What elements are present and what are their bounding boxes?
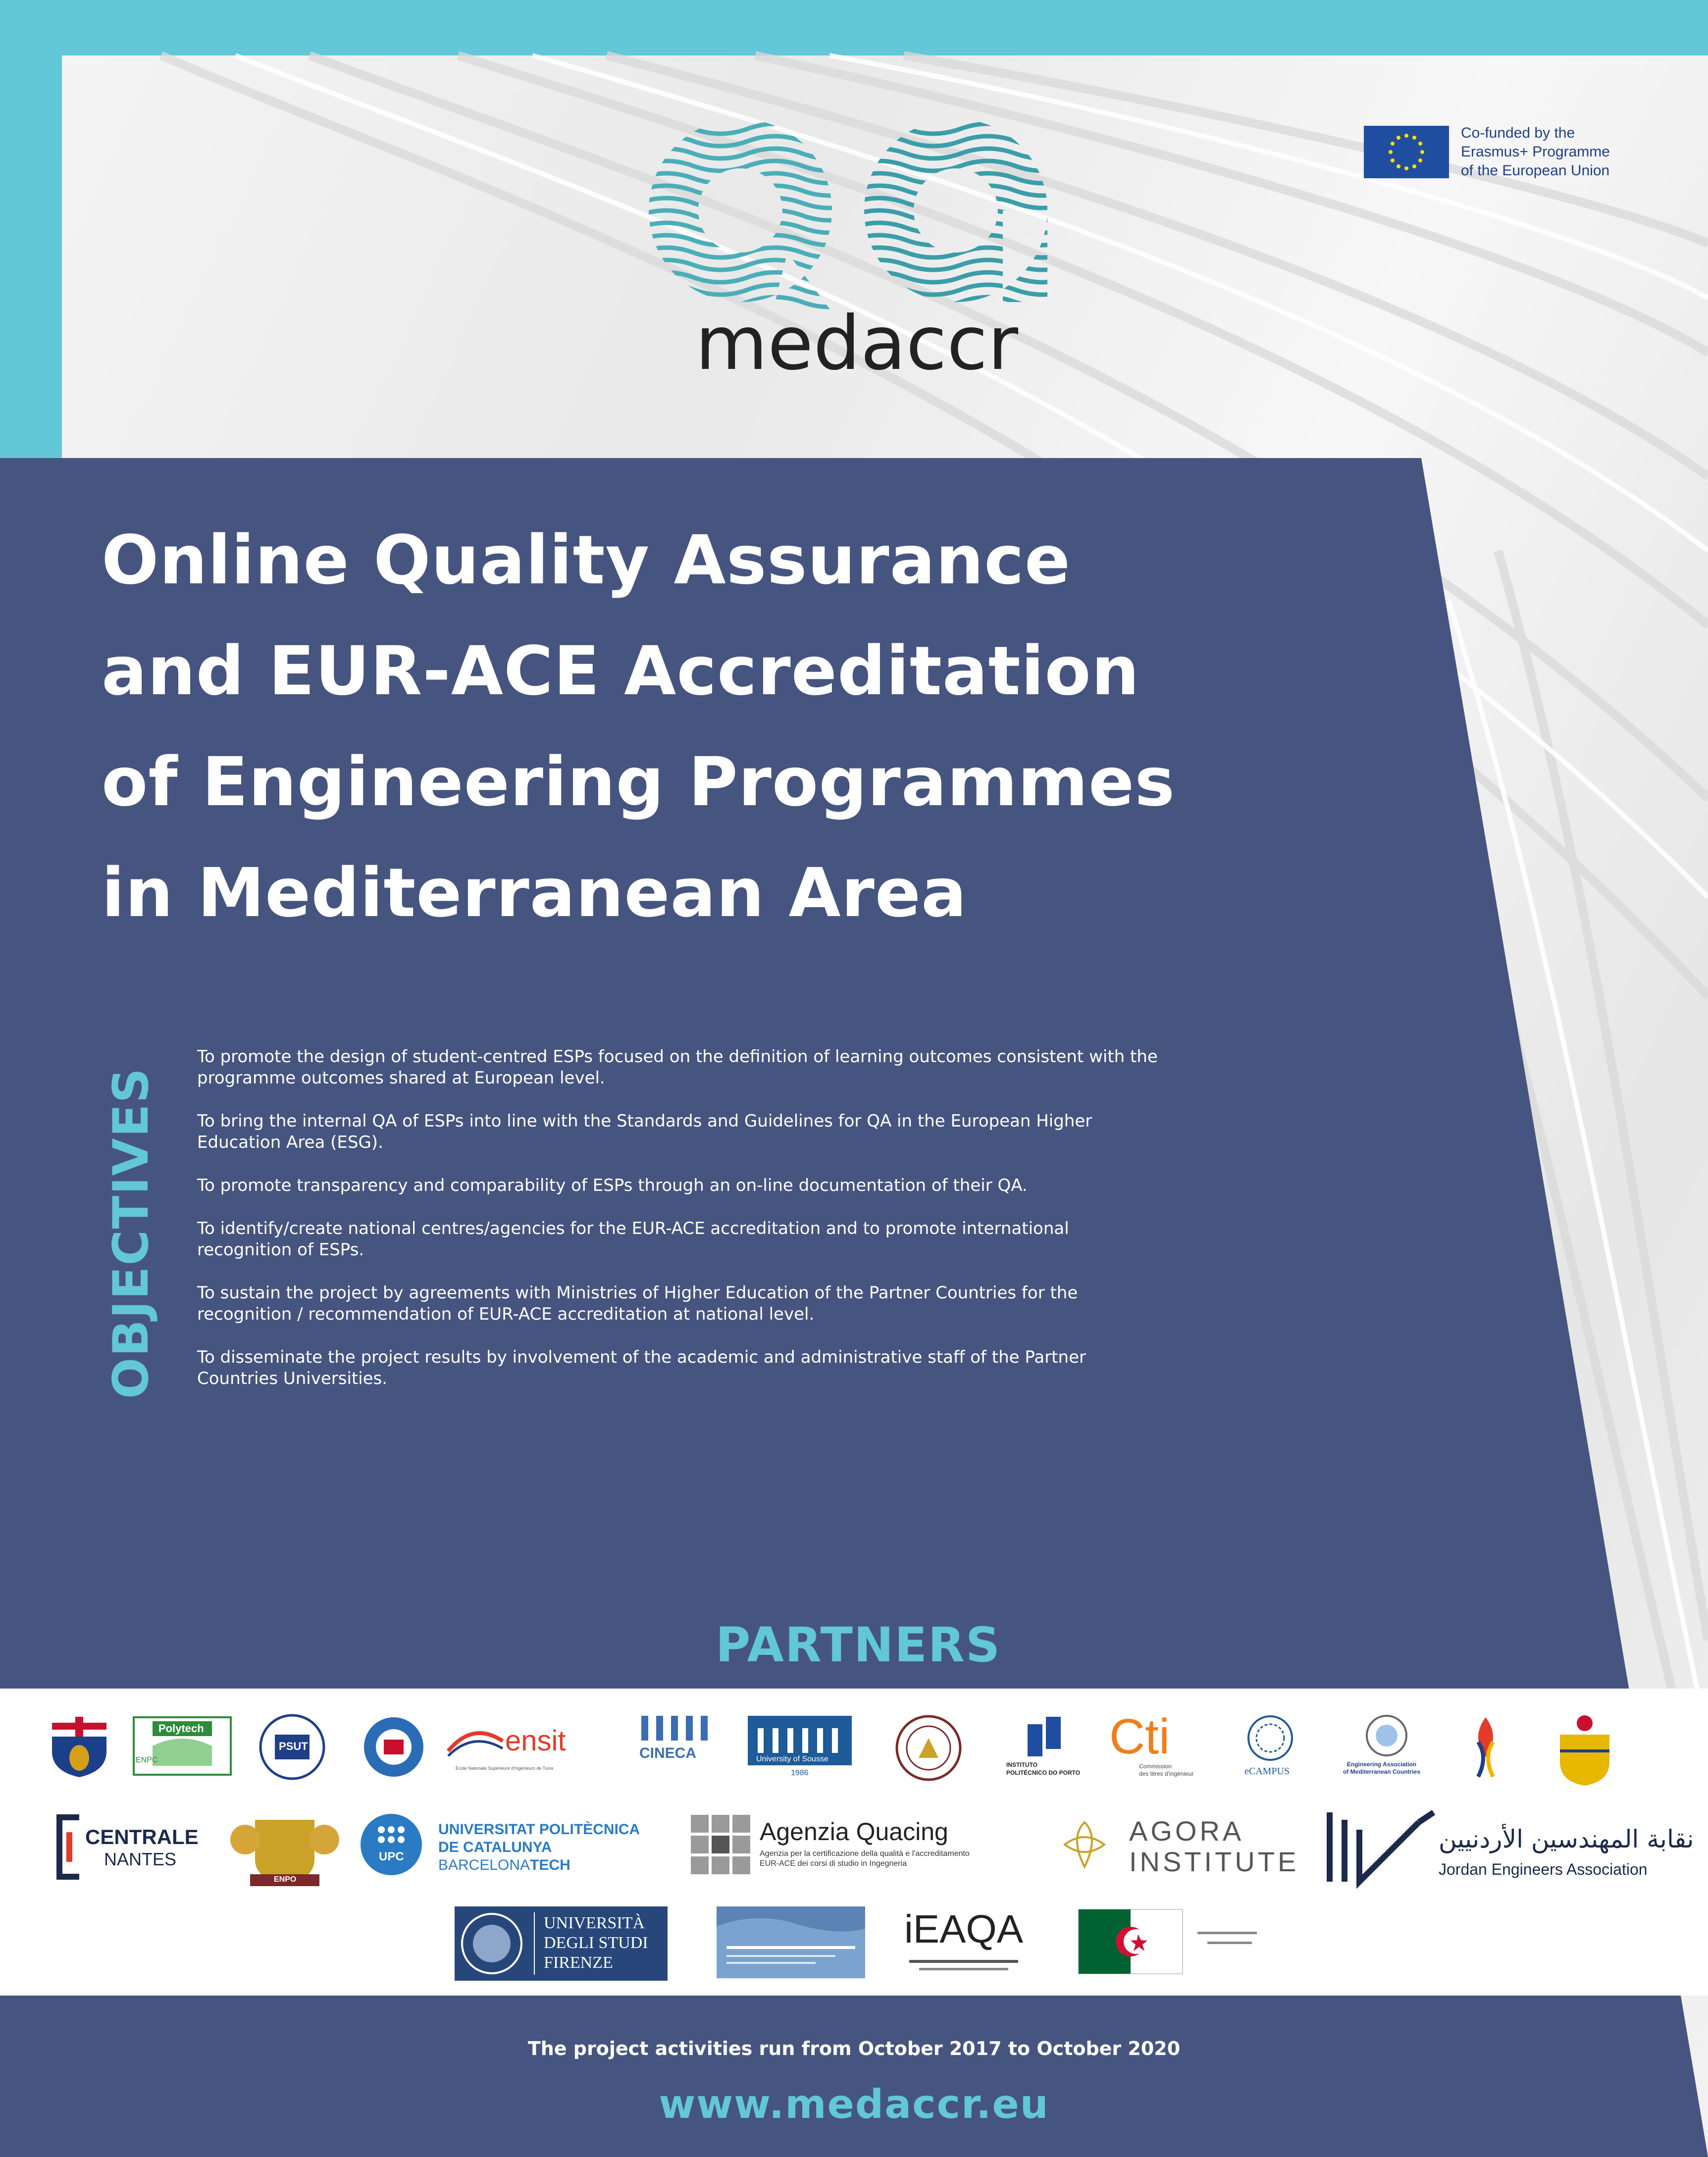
- objective-item: To promote the design of student-centred ESPs focused on the definition of learning outcomes consistent with the programme outcomes shared at European level.: [197, 1047, 1158, 1088]
- cineca-mark: [636, 1713, 716, 1743]
- objective-item: To sustain the project by agreements with Ministries of Higher Education of the Partner Countries for the recognition / recommendation of EUR-ACE accreditation at national level.: [197, 1283, 1078, 1324]
- objectives-heading-text: OBJECTIVES: [103, 1067, 159, 1399]
- ensit-sublabel: École Nationale Supérieure d'Ingénieurs de Tunis: [456, 1766, 554, 1771]
- cineca-logo: [636, 1713, 716, 1778]
- polytech-label: Polytech: [158, 1722, 204, 1735]
- title-line-1: Online Quality Assurance: [102, 521, 1071, 600]
- project-dates: The project activities run from October 2017 to October 2020: [527, 2038, 1181, 2059]
- gear-university-logo: [357, 1712, 431, 1782]
- jordan-university-seal-logo: [894, 1713, 963, 1783]
- ensit-swoosh-icon: [446, 1721, 505, 1761]
- agora-institute-logo: [1060, 1815, 1307, 1879]
- objectives-heading: [104, 1050, 158, 1416]
- eu-flag-icon: [1364, 126, 1449, 178]
- jea-arabic-label: نقابة المهندسين الأردنيين: [1439, 1825, 1694, 1853]
- eamc-label: Engineering Association of Mediterranean Countries: [1343, 1761, 1421, 1775]
- psut-label: PSUT: [279, 1740, 308, 1752]
- website-link[interactable]: www.medaccr.eu: [659, 2081, 1049, 2127]
- cineca-label: CINECA: [639, 1745, 697, 1761]
- centrale-bracket-icon: [54, 1815, 84, 1879]
- tunisia-ministry-higher-education-logo: [717, 1906, 865, 1978]
- enpo-label: ENPO: [274, 1875, 297, 1884]
- objective-item: To bring the internal QA of ESPs into line with the Standards and Guidelines for QA in the European Higher Education Area (ESG).: [197, 1111, 1092, 1152]
- porto-label: INSTITUTO POLITÉCNICO DO PORTO: [1006, 1761, 1081, 1776]
- firenze-seal-icon: [460, 1911, 524, 1976]
- centrale-label-2: NANTES: [104, 1849, 177, 1869]
- enpc-label: ENPC: [136, 1756, 158, 1764]
- agora-mark: [1060, 1820, 1109, 1869]
- ieaqa-logo: [904, 1906, 1038, 1981]
- eu-funding-notice: [1364, 124, 1681, 183]
- centrale-nantes-logo: [54, 1812, 213, 1887]
- centrale-label-1: CENTRALE: [85, 1825, 199, 1849]
- title-line-3: of Engineering Programmes: [102, 743, 1176, 822]
- ecampus-label: eCAMPUS: [1244, 1766, 1290, 1777]
- objective-item: To disseminate the project results by involvement of the academic and administrative staff of the Partner Countries Universities.: [197, 1347, 1086, 1388]
- tunisia-coat-of-arms-logo: [1555, 1712, 1614, 1787]
- porto-mark: [1025, 1714, 1065, 1759]
- psut-logo: [255, 1712, 329, 1782]
- upc-label-3a: BARCELONA: [438, 1857, 530, 1873]
- firenze-label: UNIVERSITÀ DEGLI STUDI FIRENZE: [544, 1914, 648, 1972]
- eamc-logo: [1337, 1713, 1436, 1788]
- cti-sublabel: Commission des titres d'ingénieur: [1139, 1763, 1194, 1777]
- upc-label-1: UNIVERSITAT POLITÈCNICA: [438, 1821, 640, 1838]
- agora-label-1: AGORA: [1129, 1815, 1244, 1847]
- cti-label: Cti: [1109, 1709, 1170, 1764]
- upc-label-2: DE CATALUNYA: [438, 1839, 552, 1855]
- upc-logo: [359, 1812, 676, 1882]
- ecampus-mark: [1243, 1713, 1297, 1763]
- page-title: [102, 505, 1538, 949]
- qa-logo-mark: [639, 114, 1075, 387]
- title-line-4: in Mediterranean Area: [102, 854, 967, 932]
- polytech-enpc-logo: [133, 1716, 232, 1776]
- enpo-logo: [225, 1805, 344, 1889]
- quacing-sublabel: Agenzia per la certificazione della qualità e l'accreditamento EUR-ACE dei corsi di studio in Ingegneria: [760, 1849, 970, 1868]
- sousse-year: 1986: [791, 1769, 809, 1777]
- ensit-label: ensit: [505, 1725, 566, 1757]
- upc-circle-icon: [359, 1812, 423, 1877]
- partner-logos-strip: [0, 1689, 1708, 1996]
- universita-firenze-logo: [455, 1906, 668, 1981]
- qa-medaccr-logo: [639, 114, 1075, 387]
- ecampus-logo: [1236, 1713, 1305, 1783]
- quacing-grid-icon: [688, 1812, 753, 1877]
- porto-polytechnic-logo: [1005, 1714, 1094, 1789]
- ieaqa-arabic-caption: [904, 1956, 1023, 1976]
- cti-logo: [1109, 1709, 1198, 1788]
- upc-mark-label: UPC: [379, 1850, 404, 1863]
- upc-label-3: [438, 1857, 570, 1874]
- quacing-title: Agenzia Quacing: [760, 1818, 948, 1846]
- genova-shield-logo: [50, 1714, 109, 1779]
- logo-wordmark: medaccr: [695, 301, 1019, 387]
- upc-label-3b: TECH: [530, 1857, 570, 1873]
- agora-label-2: INSTITUTE: [1129, 1846, 1299, 1877]
- agenzia-quacing-logo: [688, 1812, 1050, 1882]
- ensit-logo: [446, 1716, 609, 1776]
- eu-funding-text: Co-funded by the Erasmus+ Programme of the European Union: [1461, 125, 1610, 179]
- ieaqa-label: iEAQA: [904, 1907, 1024, 1951]
- objectives-list: [197, 1046, 1188, 1411]
- objective-item: To identify/create national centres/agencies for the EUR-ACE accreditation and to promote international recognition of ESPs.: [197, 1219, 1069, 1260]
- jordan-engineers-association-logo: [1325, 1805, 1694, 1892]
- algeria-flag-icon: [1079, 1909, 1183, 1974]
- jea-english-label: Jordan Engineers Association: [1439, 1860, 1648, 1878]
- algeria-ministry-logo: [1079, 1909, 1277, 1979]
- ministry-flame-logo: [1458, 1712, 1513, 1787]
- university-sousse-logo: [745, 1713, 854, 1783]
- eamc-mark: [1364, 1713, 1409, 1758]
- jea-mark: [1325, 1805, 1439, 1887]
- objective-item: To promote transparency and comparability of ESPs through an on-line documentation of their QA.: [197, 1176, 1028, 1195]
- sousse-label: University of Sousse: [756, 1755, 828, 1763]
- algeria-ministry-caption: [1192, 1927, 1267, 1956]
- partners-heading: PARTNERS: [716, 1617, 1001, 1673]
- title-line-2: and EUR-ACE Accreditation: [102, 632, 1140, 711]
